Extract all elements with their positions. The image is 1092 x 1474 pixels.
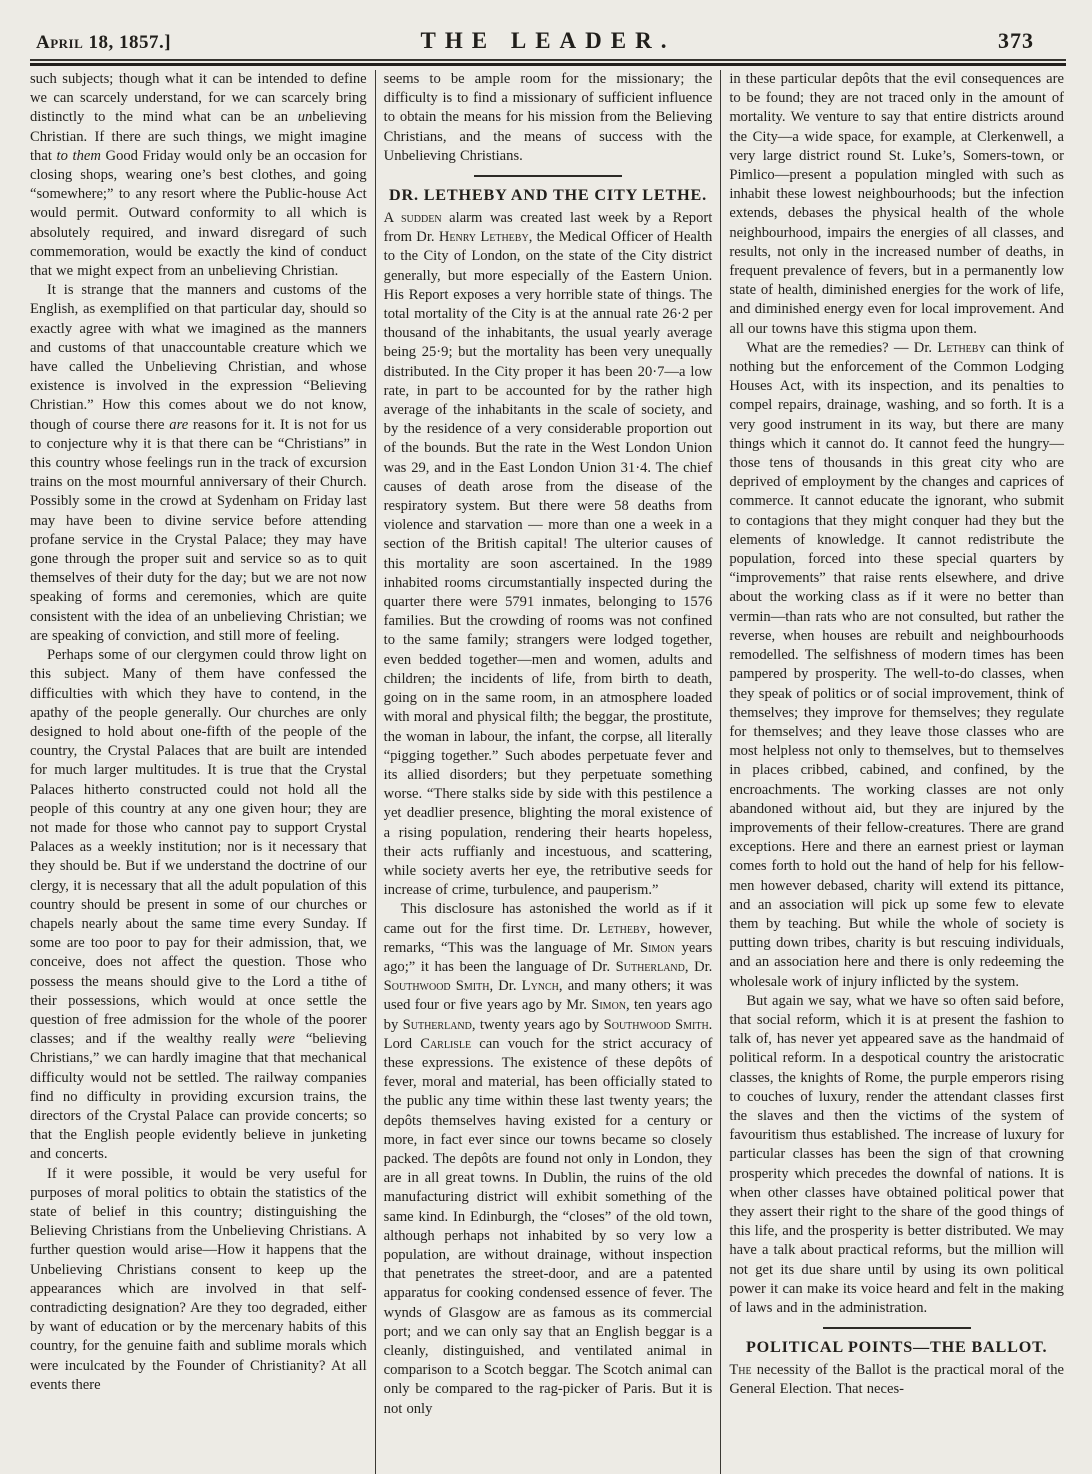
- paragraph: A sudden alarm was created last week by a Report from Dr. Henry Letheby, the Medical Officer of Health to the City of London, on the state of the City district generally, but more especially of the Eastern Union. His Report exposes a very horrible state of things. The total mortality of the City is at the annual rate 26·2 per thousand of the inhabitants, the usual yearly average being 25·9; but the mortality has been very unequally distributed. In the City proper it has been 20·7—a low rate, in part to be accounted for by the rather high average of the inhabitants in the scale of society, and by the residence of a very considerable proportion out of the bounds. But the rate in the West London Union was 29, and in the East London Union 31·4. The chief causes of death arose from the disease of the respiratory system. But there were 58 deaths from violence and starvation — more than one a week in a section of the British capital! The ulterior causes of this mortality are soon ascertained. In the 1989 inhabited rooms circumstantially inspected during the quarter there were 5791 inmates, belonging to 1576 families. But the crowding of rooms was not confined to the same family; strangers were lodged together, even bedded together—men and women, adults and children; the incidents of life, from birth to death, going on in the same room, in an atmosphere loaded with moral and physical filth; the beggar, the prostitute, the woman in labour, the infant, the corpse, all literally “pigging together.” Such abodes perpetuate fever and its allied disorders; but they perpetuate something worse. “There stalks side by side with this pestilence a yet deadlier presence, blighting the moral existence of a rising population, rendering their hearts hopeless, their acts ruffianly and incestuous, and scattering, while society averts her eye, the retributive seeds for increase of crime, turbulence, and pauperism.”: [383, 210, 713, 899]
- article-heading: DR. LETHEBY AND THE CITY LETHE.: [389, 186, 707, 205]
- article-columns: [30, 70, 1066, 1474]
- paragraph: such subjects; though what it can be intended to define we can scarcely understand, for we can scarcely bring distinctly to the mind what can be an unbelieving Christian. If there are such things, we might imagine that to them Good Friday would only be an occasion for closing shops, wearing one’s best clothes, and going “somewhere;” to any resort where the Public-house Act would permit. Outward conformity to all which is absolutely required, and inward disregard of such commemoration, would be exactly the kind of conduct that we might expect from an unbelieving Christian.: [30, 71, 367, 280]
- header-rule-thin: [30, 59, 1066, 61]
- paragraph: seems to be ample room for the missionary; the difficulty is to find a missionary of sufficient influence to obtain the means for his mission from the Believing Christians, and the means of success with the Unbelieving Christians.: [383, 71, 713, 164]
- page-number: 373: [998, 28, 1034, 53]
- paragraph: It is strange that the manners and customs of the English, as exemplified on that particular day, should so exactly agree with what we imagined as the manners and customs of that unaccountable creature which we have called the Unbelieving Christian, and whose existence is involved in the expression “Believing Christian.” How this comes about we do not know, though of course there are reasons for it. It is not for us to conjecture why it is that there can be “Christians” in this country whose feelings run in the track of excursion trains on the most mournful anniversary of their Church. Possibly some in the crowd at Sydenham on Friday last may have been to divine service before attending profane service in the Crystal Palace; they may have gone through the proper suit and service so as to quit themselves of their duty for the day; but we are not now speaking of forms and ceremonies, which are quite consistent with the idea of an unbelieving Christian; we are speaking of conviction, and still more of feeling.: [30, 282, 367, 644]
- article-heading: POLITICAL POINTS—THE BALLOT.: [745, 1338, 1048, 1357]
- paragraph: This disclosure has astonished the world as if it came out for the first time. Dr. Letheby, however, remarks, “This was the language of Mr. Simon years ago;” it has been the language of Dr. Sutherland, Dr. Southwood Smith, Dr. Lynch, and many others; it was used four or five years ago by Mr. Simon, ten years ago by Sutherland, twenty years ago by Southwood Smith. Lord Carlisle can vouch for the strict accuracy of these expressions. The existence of these depôts of fever, moral and material, has been officially stated to the public any time within these last twenty years; the depôts themselves having existed for a century or more, in fact ever since our towns became so closely packed. The depôts are found not only in London, they are in all great towns. In Dublin, the ruins of the old manufacturing district will exhibit something of the same kind. In Edinburgh, the “closes” of the old town, although perhaps not inhabited by so very low a population, are without drainage, without inspection that penetrates the street-door, and are a patented apparatus for cooking condensed essence of fever. The wynds of Glasgow are as famous as its commercial port; and we can only say that an English beggar is a cleanly, distinguished, and ventilated animal in comparison to a Scotch beggar. The Scotch animal can only be compared to the rag-picker of Paris. But it is not only: [383, 901, 713, 1417]
- column-1: [30, 70, 375, 1474]
- paragraph: But again we say, what we have so often said before, that social reform, which it is at present the fashion to talk of, has never yet appeared save as the handmaid of political reform. In a despotical country the aristocratic classes, the knights of Rome, the purple emperors rising to couches of luxury, render the attendant classes first the slaves and then the victims of the system of favouritism thus established. The increase of luxury for particular classes has been the sign of that crowning prosperity which precedes the downfal of nations. It is when other classes have obtained political power that they assert their right to the share of the good things of this life, and the prosperity is better distributed. We may have a talk about practical reforms, but the million will not get its due share until by using its own political power it can make its voice heard and felt in the making of laws and in the administration.: [729, 992, 1064, 1316]
- section-divider: [474, 175, 622, 177]
- section-divider: [823, 1327, 971, 1329]
- masthead-title: THE LEADER.: [420, 28, 676, 53]
- column-2: [376, 70, 721, 1474]
- paragraph: What are the remedies? — Dr. Letheby can think of nothing but the enforcement of the Common Lodging Houses Act, with its inspection, and its penalties to compel repairs, drainage, washing, and so forth. It is a very good instrument in its way, but there are many things which it cannot do. It cannot feed the hungry—those tens of thousands in this great city who are deprived of employment by the changes and caprices of commerce. It cannot educate the ignorant, who submit to contagions that they might conquer had they but the elements of knowledge. It cannot redistribute the population, forced into these special quarters by “improvements” that raise rents elsewhere, and drive about the working class as if it were no better than vermin—than rats who are not consulted, but rather the reverse, when houses are rebuilt and neighbourhoods remodelled. The selfishness of modern times has been pampered by prosperity. The well-to-do classes, when they speak of politics or of social improvement, think of themselves; they improve for themselves; they regulate for themselves; and they leave those classes who are most helpless not only to themselves, but to themselves in places cribbed, cabined, and confined, by the encroachments. The working classes are not only abandoned without aid, but they are injured by the improvements of their fellow-creatures. There are grand exceptions. Here and there an earnest priest or layman comes forth to hold out the hand of help for his fellow-men however debased, charity will extend its pittance, and an association will pick up some few to elevate them by teaching. But while the whole of society is putting down tribes, charity is but rescuing individuals, and an association here and there is only redeeming the wholesale work of injury inflicted by the system.: [729, 339, 1064, 990]
- page-header: [30, 14, 1066, 54]
- masthead-date: April 18, 1857.]: [36, 32, 172, 53]
- header-rule: [30, 59, 1066, 66]
- paragraph: in these particular depôts that the evil consequences are to be found; they are not traced only in the amount of mortality. We venture to say that entire districts around the City—a wide space, for example, at Clerkenwell, a very large district round St. Luke’s, Somers-town, or Pimlico—present a population mingled with such as inhabit these lowest neighbourhoods; but the infection extends, debases the physical health of the whole neighbourhood, impairs the energies of all classes, and results, not only in the increased number of deaths, in frequent prevalence of fevers, but in a permanently low state of health, diminished energies for the work of life, and diminished energy even for local improvement. And all our towns have this stigma upon them.: [729, 71, 1064, 337]
- column-3: [721, 70, 1066, 1474]
- header-rule-thick: [30, 63, 1066, 66]
- paragraph: The necessity of the Ballot is the practical moral of the General Election. That neces-: [729, 1362, 1064, 1398]
- paragraph: If it were possible, it would be very useful for purposes of moral politics to obtain the statistics of the state of belief in this country; distinguishing the Believing Christians from the Unbelieving Christians. A further question would arise—How it happens that the Unbelieving Christians consent to keep up the appearances which are involved in that self-contradicting designation? Are they too degraded, either by want of education or by the mercenary habits of this country, for the genuine faith and sublime morals which were inculcated by the Founder of Christianity? At all events there: [30, 1165, 367, 1393]
- paragraph: Perhaps some of our clergymen could throw light on this subject. Many of them have confessed the difficulties with which they have to contend, in the apathy of the people generally. Our churches are only designed to hold about one-fifth of the people of the country, the Crystal Palaces that are built are intended for much larger multitudes. It is true that the Crystal Palaces hitherto constructed could not hold all the people of this country at any one given hour; they are not made for those who cannot pay to support Crystal Palaces as a weekly institution; nor is it necessary that they should be. But if we understand the doctrine of our clergy, it is necessary that all the adult population of this country should be present in some of our churches or chapels nearly about the same time every Sunday. If some are too poor to pay for their admission, that, we conceive, does not affect the question. Those who possess the means should give to the Lord a tithe of their possessions, which would at once settle the question of free admission for the whole of the poorer classes; and if the wealthy really were “believing Christians,” we can hardly imagine that that mechanical difficulty would not be settled. The railway companies find no difficulty in providing excursion trains, the directors of the Crystal Palace can provide concerts; so that the English people evidently believe in junketing and concerts.: [30, 647, 367, 1163]
